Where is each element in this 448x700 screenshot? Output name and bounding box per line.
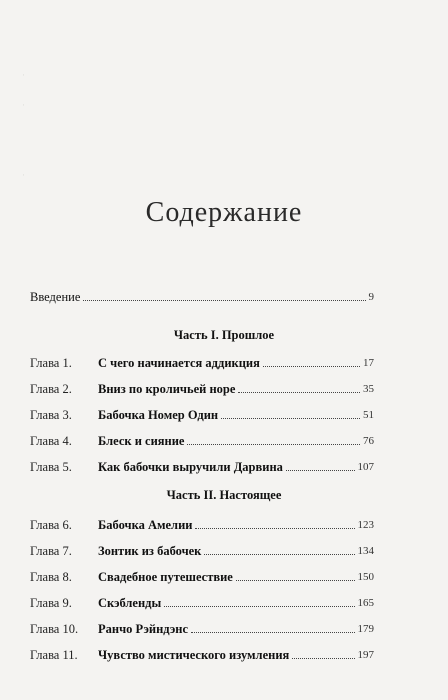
chapter-title: Зонтик из бабочек — [98, 544, 202, 558]
chapter-number: Глава 11. — [30, 648, 78, 662]
chapter-number: Глава 4. — [30, 434, 72, 448]
toc-entry-intro[interactable] — [30, 284, 374, 304]
chapter-number: Глава 5. — [30, 460, 72, 474]
chapter-title: Ранчо Рэйндэнс — [98, 622, 189, 636]
page-number: 197 — [357, 649, 374, 661]
toc-entry[interactable] — [30, 564, 374, 584]
chapter-number: Глава 7. — [30, 544, 72, 558]
page-number: 179 — [357, 623, 374, 635]
leader-dots — [187, 444, 360, 445]
bleed-through-mark: · — [22, 100, 25, 110]
page-number: 76 — [363, 435, 374, 447]
toc-entry[interactable] — [30, 454, 374, 474]
chapter-title: Свадебное путешествие — [98, 570, 233, 584]
intro-label: Введение — [30, 290, 81, 304]
toc-entry[interactable] — [30, 642, 374, 662]
toc-entry[interactable] — [30, 402, 374, 422]
chapter-number: Глава 6. — [30, 518, 72, 532]
page-title: Содержание — [145, 197, 303, 228]
chapter-title: Бабочка Амелии — [98, 518, 193, 532]
chapter-number: Глава 8. — [30, 570, 72, 584]
toc-entry[interactable] — [30, 428, 374, 448]
leader-dots — [191, 632, 354, 633]
chapter-number: Глава 10. — [30, 622, 79, 636]
page-number: 150 — [357, 571, 374, 583]
chapter-title: Вниз по кроличьей норе — [98, 382, 236, 396]
chapter-title: Блеск и сияние — [98, 434, 185, 448]
toc-entry[interactable] — [30, 376, 374, 396]
page-number: 9 — [368, 291, 374, 303]
leader-dots — [164, 606, 354, 607]
leader-dots — [204, 554, 354, 555]
chapter-title: Чувство мистического изумления — [98, 648, 290, 662]
page-number: 35 — [363, 383, 374, 395]
leader-dots — [292, 658, 354, 659]
toc-entry[interactable] — [30, 538, 374, 558]
bleed-through-mark: · — [22, 70, 25, 80]
chapter-title: Как бабочки выручили Дарвина — [98, 460, 283, 474]
leader-dots — [221, 418, 360, 419]
page-number: 134 — [357, 545, 374, 557]
page-number: 165 — [357, 597, 374, 609]
page-number: 17 — [363, 357, 374, 369]
toc-entry[interactable] — [30, 350, 374, 370]
toc-entry[interactable] — [30, 590, 374, 610]
leader-dots — [83, 300, 365, 301]
part-heading: Часть II. Настоящее — [166, 488, 282, 502]
leader-dots — [236, 580, 355, 581]
part-heading: Часть I. Прошлое — [173, 328, 275, 342]
toc-entry[interactable] — [30, 512, 374, 532]
bleed-through-mark: · — [22, 170, 25, 180]
leader-dots — [238, 392, 360, 393]
page-number: 123 — [357, 519, 374, 531]
page-number: 51 — [363, 409, 374, 421]
chapter-title: С чего начинается аддикция — [98, 356, 260, 370]
chapter-number: Глава 9. — [30, 596, 72, 610]
chapter-title: Скэбленды — [98, 596, 162, 610]
chapter-number: Глава 2. — [30, 382, 72, 396]
leader-dots — [195, 528, 354, 529]
chapter-number: Глава 1. — [30, 356, 72, 370]
chapter-number: Глава 3. — [30, 408, 72, 422]
chapter-title: Бабочка Номер Один — [98, 408, 219, 422]
page-number: 107 — [357, 461, 374, 473]
leader-dots — [263, 366, 360, 367]
toc-entry[interactable] — [30, 616, 374, 636]
leader-dots — [286, 470, 355, 471]
